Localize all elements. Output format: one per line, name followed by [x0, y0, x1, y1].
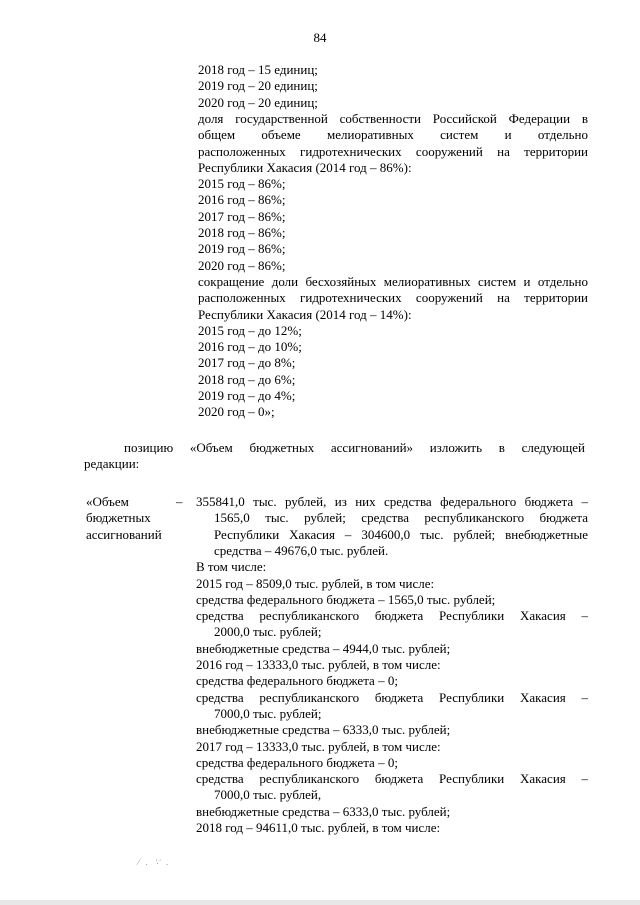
list-item: 2018 год – 86%;: [198, 225, 286, 240]
paragraph-line: Республики Хакасия (2014 год – 86%):: [198, 159, 412, 175]
table-value-line: внебюджетные средства – 6333,0 тыс. рублей;: [196, 722, 451, 738]
table-value-line: 2015 год – 8509,0 тыс. рублей, в том числе:: [196, 575, 435, 591]
paragraph-line: расположенных гидротехнических сооружений на территории: [198, 290, 588, 306]
paragraph-line: сокращение доли бесхозяйных мелиоративных систем и отдельно: [198, 273, 588, 289]
table-value-line: средства федерального бюджета – 0;: [196, 673, 398, 689]
list-item: 2019 год – 86%;: [198, 241, 286, 257]
table-value-line: В том числе:: [196, 559, 267, 575]
instruction-line: позицию «Объем бюджетных ассигнований» изложить в следующей: [124, 440, 585, 455]
paragraph-line: расположенных гидротехнических сооружений на территории: [198, 143, 588, 159]
scan-artifact: ⁄ . ∵ .: [138, 857, 171, 867]
table-value-line: 355841,0 тыс. рублей, из них средства федерального бюджета –: [196, 494, 588, 509]
page-number: 84: [313, 30, 327, 45]
list-item: 2018 год – 15 единиц;: [198, 62, 318, 77]
table-value-line: средства федерального бюджета – 0;: [196, 754, 398, 770]
table-value-line: внебюджетные средства – 4944,0 тыс. рублей;: [196, 640, 451, 656]
paragraph-line: общем объеме мелиоративных систем и отдельно: [198, 127, 588, 143]
table-value-line: 7000,0 тыс. рублей;: [214, 705, 322, 721]
table-value-line: 1565,0 тыс. рублей; средства республиканского бюджета: [214, 510, 588, 526]
table-value-line: 2016 год – 13333,0 тыс. рублей, в том числе:: [196, 657, 441, 672]
list-item: 2015 год – до 12%;: [198, 322, 302, 338]
scan-edge: [0, 900, 640, 905]
instruction-line: редакции:: [84, 456, 140, 471]
list-item: 2019 год – 20 единиц;: [198, 78, 318, 94]
list-item: 2020 год – 0»;: [198, 404, 275, 420]
table-value-line: средства – 49676,0 тыс. рублей.: [214, 542, 389, 558]
table-label: бюджетных: [86, 510, 151, 526]
table-dash: –: [176, 494, 183, 509]
list-item: 2020 год – 86%;: [198, 257, 286, 273]
table-value-line: средства федерального бюджета – 1565,0 тыс. рублей;: [196, 591, 496, 607]
list-item: 2018 год – до 6%;: [198, 371, 296, 387]
table-label: ассигнований: [86, 526, 162, 542]
list-item: 2016 год – 86%;: [198, 192, 286, 208]
table-value-line: средства республиканского бюджета Республики Хакасия –: [196, 689, 588, 705]
table-value-line: средства республиканского бюджета Республики Хакасия –: [196, 771, 588, 787]
table-value-line: 2018 год – 94611,0 тыс. рублей, в том числе:: [196, 820, 441, 835]
table-value-line: 7000,0 тыс. рублей,: [214, 787, 322, 803]
table-value-line: внебюджетные средства – 6333,0 тыс. рублей;: [196, 803, 451, 819]
paragraph-line: доля государственной собственности Российской Федерации в: [198, 110, 588, 126]
table-value-line: 2000,0 тыс. рублей;: [214, 624, 322, 640]
table-value-line: 2017 год – 13333,0 тыс. рублей, в том числе:: [196, 738, 441, 754]
list-item: 2017 год – 86%;: [198, 208, 286, 224]
table-value-line: Республики Хакасия – 304600,0 тыс. рублей; внебюджетные: [214, 526, 588, 542]
table-label: «Объем: [86, 494, 129, 509]
list-item: 2016 год – до 10%;: [198, 339, 302, 355]
list-item: 2017 год – до 8%;: [198, 355, 296, 371]
list-item: 2015 год – 86%;: [198, 176, 286, 192]
list-item: 2019 год – до 4%;: [198, 388, 296, 403]
table-value-line: средства республиканского бюджета Республики Хакасия –: [196, 608, 588, 624]
list-item: 2020 год – 20 единиц;: [198, 94, 318, 110]
paragraph-line: Республики Хакасия (2014 год – 14%):: [198, 306, 412, 322]
